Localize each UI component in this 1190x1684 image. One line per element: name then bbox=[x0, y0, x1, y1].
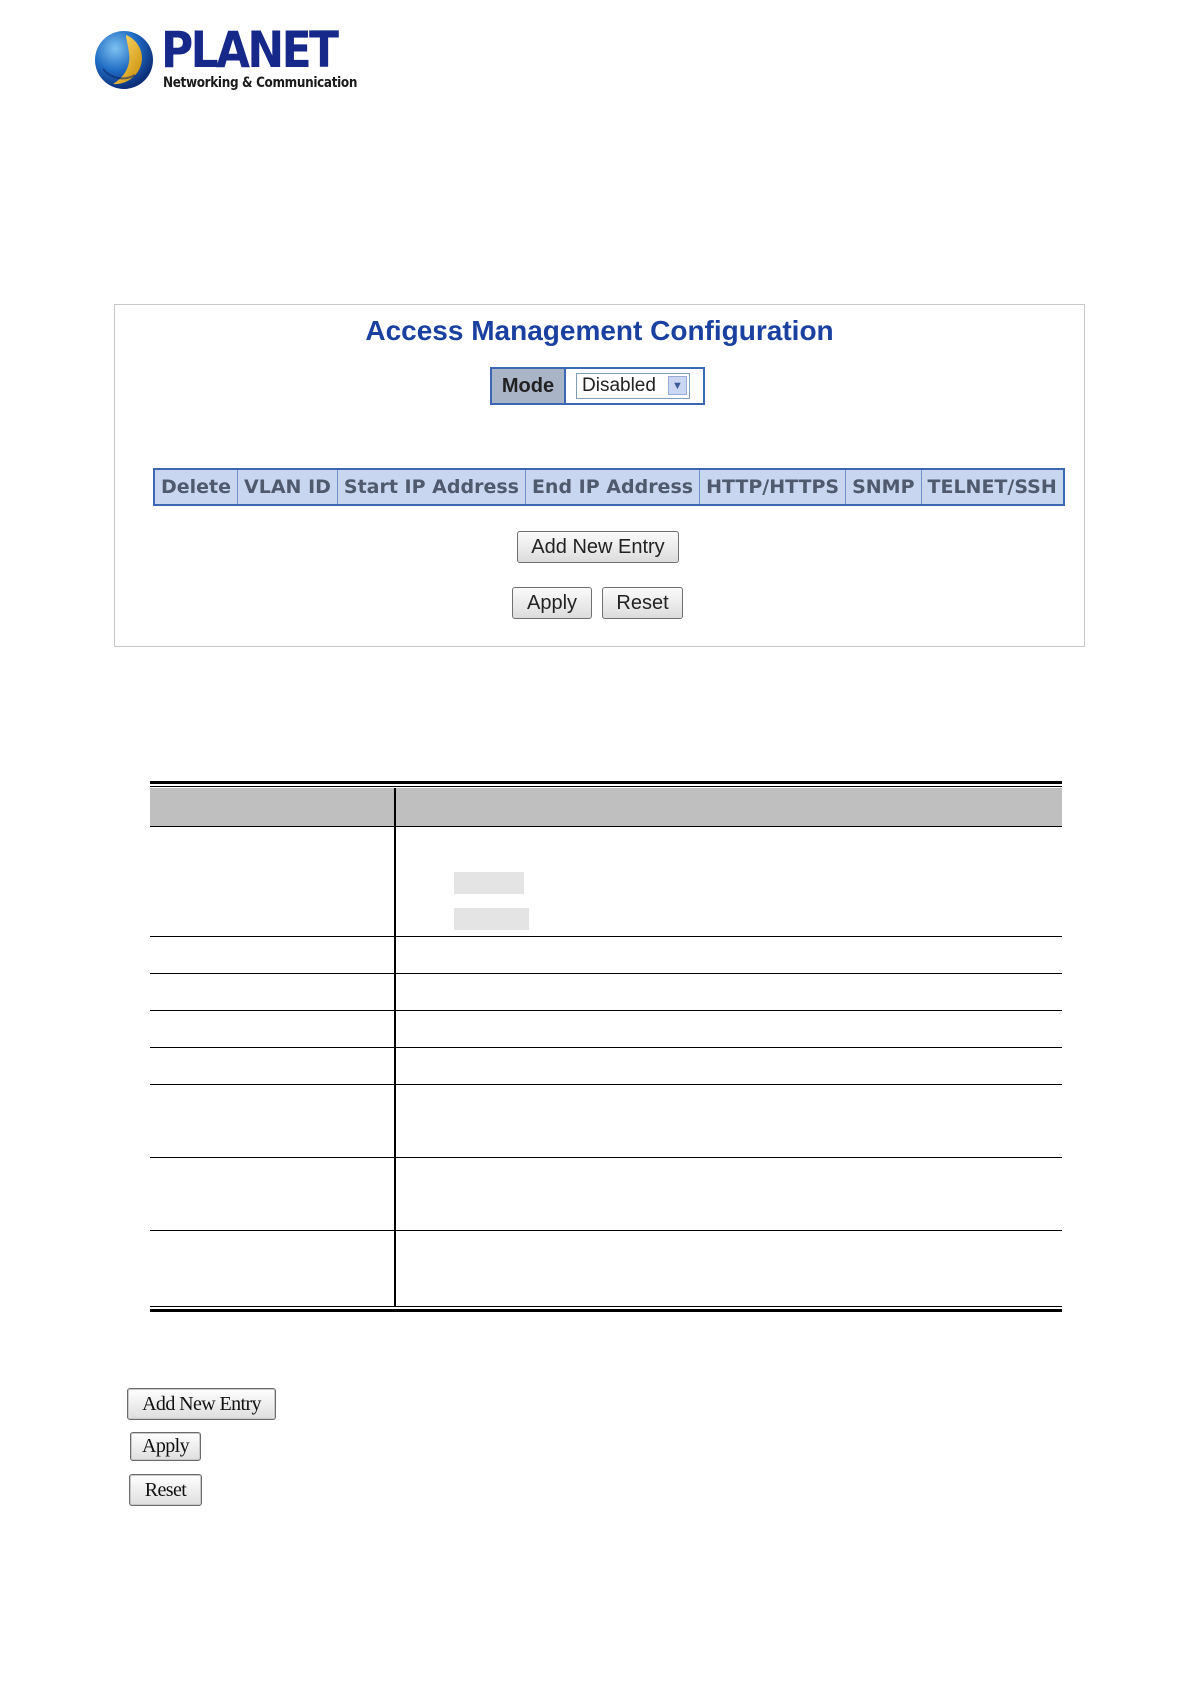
apply-button[interactable]: Apply bbox=[130, 1432, 201, 1461]
access-management-table bbox=[153, 468, 1065, 506]
add-new-entry-button[interactable]: Add New Entry bbox=[127, 1388, 276, 1420]
column-telnet-ssh: TELNET/SSH bbox=[921, 469, 1064, 505]
reset-button[interactable]: Reset bbox=[129, 1474, 202, 1506]
panel-title: Access Management Configuration bbox=[365, 315, 834, 346]
mode-select[interactable] bbox=[576, 373, 690, 399]
column-end-ip: End IP Address bbox=[525, 469, 699, 505]
panel-reset-button[interactable]: Reset bbox=[602, 587, 683, 619]
mode-control bbox=[490, 367, 705, 405]
panel-add-new-entry-button[interactable]: Add New Entry bbox=[517, 531, 679, 563]
row-divider bbox=[150, 936, 1062, 937]
brand-wordmark: PLANET bbox=[161, 21, 337, 79]
table-bottom-rule bbox=[150, 1309, 1062, 1312]
row-divider bbox=[150, 1084, 1062, 1085]
column-snmp: SNMP bbox=[846, 469, 921, 505]
table-bottom-rule-thin bbox=[150, 1306, 1062, 1307]
globe-icon bbox=[93, 29, 155, 91]
column-http-https: HTTP/HTTPS bbox=[700, 469, 846, 505]
row-divider bbox=[150, 1010, 1062, 1011]
table-top-rule-thin bbox=[150, 786, 1062, 787]
mode-select-value: Disabled bbox=[582, 375, 656, 396]
planet-logo bbox=[93, 21, 358, 97]
chevron-down-icon[interactable]: ▼ bbox=[668, 376, 687, 395]
table-top-rule bbox=[150, 781, 1062, 784]
row-divider bbox=[150, 1157, 1062, 1158]
description-table-header bbox=[150, 788, 1062, 826]
panel-apply-button[interactable]: Apply bbox=[512, 587, 592, 619]
row-divider bbox=[150, 826, 1062, 827]
access-management-panel bbox=[114, 304, 1085, 647]
column-vlan-id: VLAN ID bbox=[238, 469, 338, 505]
mode-label: Mode bbox=[492, 369, 566, 403]
highlight-chip bbox=[454, 872, 524, 894]
highlight-chip bbox=[454, 908, 529, 930]
table-header-row bbox=[154, 469, 1064, 505]
column-start-ip: Start IP Address bbox=[337, 469, 525, 505]
row-divider bbox=[150, 1047, 1062, 1048]
brand-tagline: Networking & Communication bbox=[163, 75, 358, 91]
row-divider bbox=[150, 1230, 1062, 1231]
row-divider bbox=[150, 973, 1062, 974]
column-delete: Delete bbox=[154, 469, 238, 505]
